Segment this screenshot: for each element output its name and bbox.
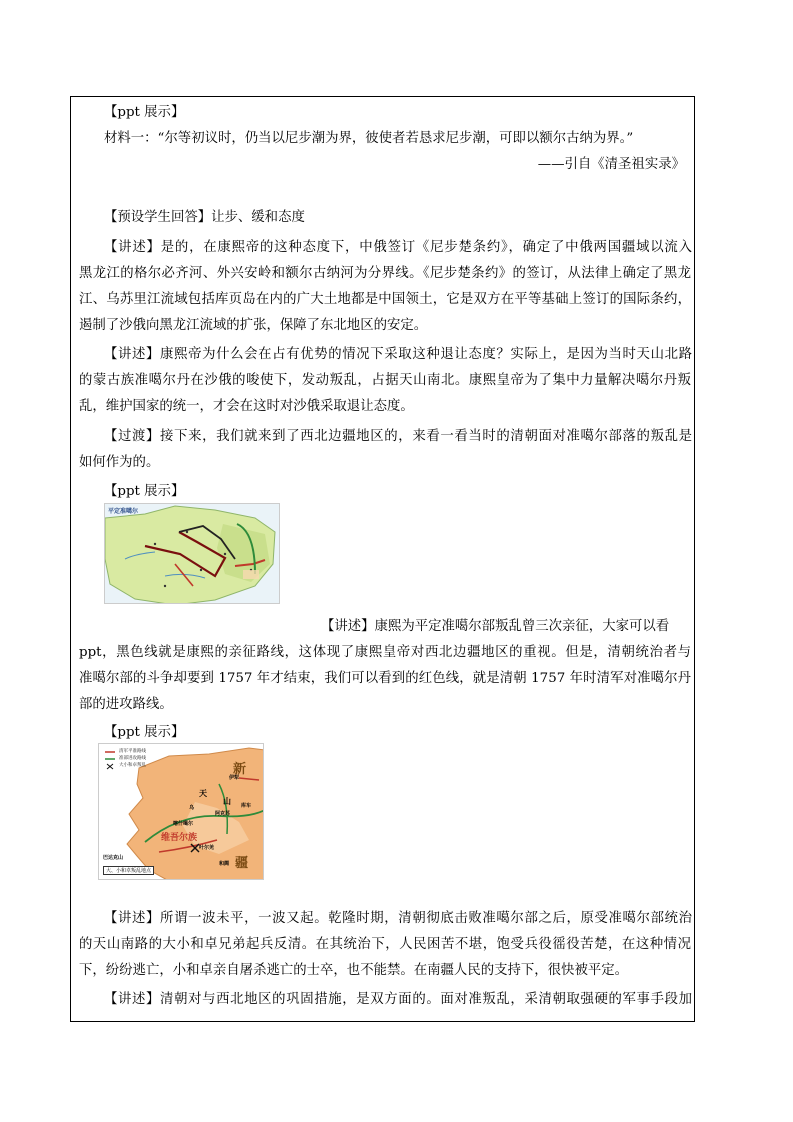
paragraph-1-line-2: 黑龙江的格尔必齐河、外兴安岭和额尔古纳河为分界线。《尼步楚条约》的签订，从法律上确定了黑龙 [79, 266, 691, 281]
map1-title: 平定准噶尔 [108, 508, 139, 515]
label-kuche: 库车 [241, 803, 252, 809]
legend-item-3: 大小和卓叛乱 [119, 763, 146, 768]
label-uyghur: 维吾尔族 [161, 833, 198, 843]
map2-legend [119, 748, 146, 769]
ppt-heading-2: 【ppt 展示】 [104, 484, 185, 499]
label-yarkand: 叶尔羌 [199, 845, 215, 851]
ppt-heading-1: 【ppt 展示】 [104, 105, 185, 120]
citation: ——引自《清圣祖实录》 [537, 157, 685, 172]
label-tian: 天 [199, 789, 207, 798]
paragraph-3-line-2: ppt，黑色线就是康熙的亲征路线，这体现了康熙皇帝对西北边疆地区的重视。但是，清朝统治者与 [79, 645, 691, 660]
label-xin: 新 [233, 762, 247, 777]
map2-caption: 大、小和卓叛乱地点 [103, 866, 154, 875]
paragraph-3-line-4: 部的进攻路线。 [79, 697, 173, 712]
label-shan: 山 [223, 797, 231, 806]
transition-line-2: 如何作为的。 [79, 455, 160, 470]
label-badakhshan: 巴达克山 [103, 855, 124, 861]
material-one: 材料一：“尔等初议时，仍当以尼步潮为界，彼使者若恳求尼步潮，可即以额尔古纳为界。” [104, 131, 634, 146]
label-jiang: 疆 [235, 856, 249, 871]
label-kashgar: 喀什噶尔 [173, 821, 194, 827]
label-wu: 乌 [189, 805, 195, 811]
paragraph-3-line-3: 准噶尔部的斗争却要到 1757 年才结束，我们可以看到的红色线，就是清朝 1757 年时清军对准噶尔丹 [79, 671, 691, 686]
label-hetian: 和阗 [219, 861, 230, 867]
paragraph-4-line-1: 【讲述】所谓一波未平，一波又起。乾隆时期，清朝彻底击败准噶尔部之后，原受准噶尔部统治 [104, 911, 692, 926]
paragraph-1-line-1: 【讲述】是的，在康熙帝的这种态度下，中俄签订《尼步楚条约》，确定了中俄两国疆域以流入 [104, 240, 692, 255]
legend-item-2: 准部进攻路线 [119, 756, 146, 761]
paragraph-2-line-1: 【讲述】康熙帝为什么会在占有优势的情况下采取这种退让态度？实际上，是因为当时天山北路 [104, 347, 692, 362]
paragraph-3-line-1: 【讲述】康熙为平定准噶尔部叛乱曾三次亲征，大家可以看 [321, 619, 670, 634]
paragraph-4-line-2: 的天山南路的大小和卓兄弟起兵反清。在其统治下，人民困苦不堪，饱受兵役徭役苦楚，在这种情况 [79, 937, 691, 952]
paragraph-1-line-4: 遏制了沙俄向黑龙江流域的扩张，保障了东北地区的安定。 [79, 318, 428, 333]
ppt-heading-3: 【ppt 展示】 [104, 725, 185, 740]
map-xinjiang [98, 743, 264, 880]
paragraph-2-line-3: 乱，维护国家的统一，才会在这时对沙俄采取退让态度。 [79, 399, 414, 414]
legend-item-1: 清军平准路线 [119, 749, 146, 754]
paragraph-4-line-3: 下，纷纷逃亡，小和卓亲自屠杀逃亡的士卒，也不能禁。在南疆人民的支持下，很快被平定。 [79, 963, 629, 978]
paragraph-5-line-1: 【讲述】清朝对与西北地区的巩固措施，是双方面的。面对准叛乱，采清朝取强硬的军事手段加 [104, 992, 692, 1007]
paragraph-2-line-2: 的蒙古族准噶尔丹在沙俄的唆使下，发动叛乱，占据天山南北。康熙皇帝为了集中力量解决噶尔丹叛 [79, 373, 691, 388]
expected-answer: 【预设学生回答】让步、缓和态度 [104, 210, 305, 225]
transition-line-1: 【过渡】接下来，我们就来到了西北边疆地区的，来看一看当时的清朝面对准噶尔部落的叛乱是 [104, 429, 692, 444]
label-yili: 伊犁 [229, 775, 240, 781]
label-akesu: 阿克苏 [215, 811, 231, 817]
map-kangxi-campaign [104, 503, 280, 604]
paragraph-1-line-3: 江、乌苏里江流域包括库页岛在内的广大土地都是中国领土，它是双方在平等基础上签订的国际条约， [79, 292, 691, 307]
